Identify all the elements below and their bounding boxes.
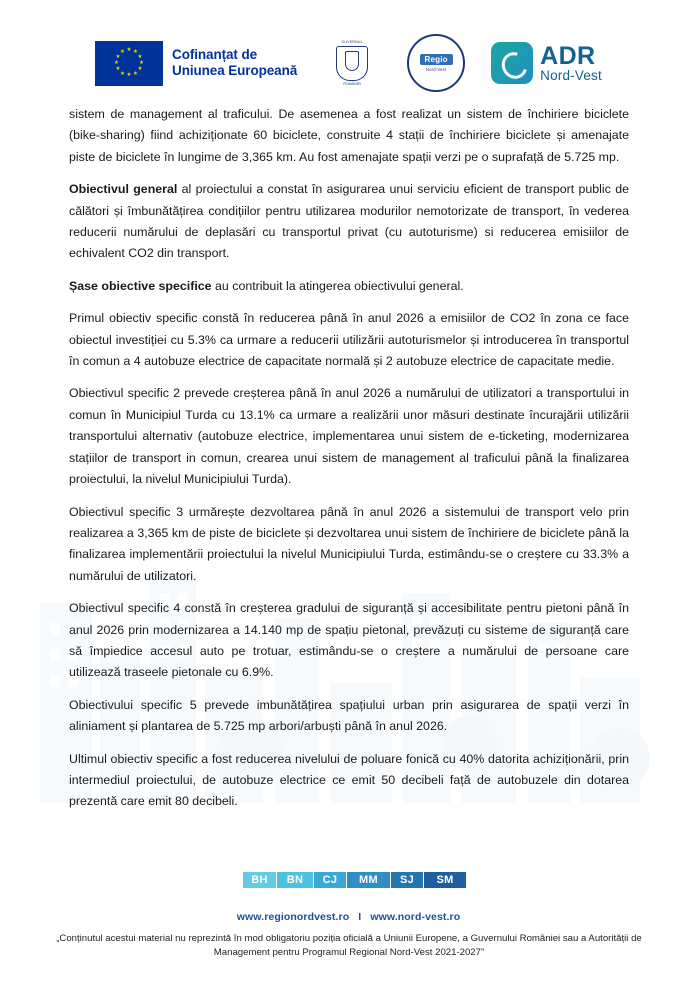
- county-code-mm: MM: [347, 872, 391, 888]
- eu-cofinance-line2: Uniunea Europeană: [172, 63, 298, 78]
- paragraph-2: Obiectivul general al proiectului a constat în asigurarea unui serviciu eficient de transport public de călători și îmbunătățirea condițiilor pentru utilizarea modurilor nemotorizate de transport, în vederea reducerii numărului de deplasări cu transportul privat (cu autoturisme) si reducerea emisiilor de echivalent CO2 din transport.: [69, 182, 629, 261]
- document-body: [69, 104, 629, 824]
- county-code-bar: [243, 872, 466, 888]
- header-logo-strip: [0, 32, 697, 94]
- adr-sub-label: Nord-Vest: [540, 67, 602, 83]
- gov-label-bottom: ROMÂNIEI: [343, 81, 362, 86]
- eu-cofinance-line1: Cofinanțat de: [172, 47, 257, 62]
- regio-logo: [407, 34, 465, 92]
- eu-cofinance-text: [172, 47, 297, 79]
- eu-flag-icon: [95, 41, 163, 86]
- adr-name-label: ADR: [540, 41, 596, 70]
- adr-swirl-icon: [491, 42, 533, 84]
- coat-of-arms-icon: [336, 46, 368, 81]
- county-code-bn: BN: [277, 872, 314, 888]
- government-of-romania-logo: [323, 36, 381, 90]
- adr-wordmark: [540, 41, 602, 83]
- paragraph-5: Obiectivul specific 2 prevede creșterea până în anul 2026 a numărului de utilizatori a transportului in comun în Municipiul Turda cu 13.1% ca urmare a realizării unor măsuri destinate încurajării utilizării transportului alternativ (autobuze electrice, implementarea unui sistem de e-ticketing, modernizarea stațiilor de transport in comun, crearea unui sistem de management al traficului până la finalizarea proiectului, la nivelul Municipiului Turda).: [69, 386, 629, 487]
- county-code-sm: SM: [424, 872, 466, 888]
- gov-label-top: GUVERNUL: [341, 40, 363, 45]
- paragraph-3: Șase obiective specifice au contribuit la atingerea obiectivului general.: [69, 278, 464, 293]
- paragraph-1: sistem de management al traficului. De asemenea a fost realizat un sistem de închiriere biciclete (bike-sharing) fiind achiziționate 60 biciclete, construite 4 stații de închiriere biciclete și amenajate piste de biciclete în lungime de 3,365 km. Au fost amenajate spații verzi pe o suprafață de 5.725 mp.: [69, 107, 629, 164]
- county-code-cj: CJ: [314, 872, 347, 888]
- footer-link-regionordvest[interactable]: www.regionordvest.ro: [236, 911, 350, 923]
- paragraph-9: Ultimul obiectiv specific a fost reducerea nivelului de poluare fonică cu 40% datorita achiziționării, prin intermediul proiectului, de autobuze electrice ce emit 50 decibeli față de autobuzele din dotarea prezentă care emit 80 decibeli.: [69, 751, 629, 809]
- footer-link-nordvest[interactable]: www.nord-vest.ro: [370, 911, 461, 923]
- footer-disclaimer: „Conținutul acestui material nu reprezintă în mod obligatoriu poziția oficială a Uniunii Europene, a Guvernului României sau a Autorității de Management pentru Programul Regional Nord-Vest 2021-2027”: [56, 933, 642, 958]
- regio-sub-label: Nord-Vest: [425, 67, 447, 72]
- regio-badge-label: Regio: [420, 54, 453, 65]
- adr-nord-vest-logo: [491, 42, 602, 84]
- eu-stars-icon: ★ ★ ★ ★ ★ ★ ★ ★ ★ ★ ★ ★: [114, 47, 144, 78]
- footer-link-separator: I: [358, 911, 362, 923]
- paragraph-4: Primul obiectiv specific constă în reducerea până în anul 2026 a emisiilor de CO2 în zona ce face obiectul investiției cu 5.3% ca urmare a reducerii utilizării autoturismelor și introducerea în transportul în comun a 4 autobuze electrice de capacitate normală și 2 autobuze electrice de capacitate medie.: [69, 311, 629, 369]
- county-code-sj: SJ: [391, 872, 424, 888]
- paragraph-8: Obiectivului specific 5 prevede imbunătățirea spațiului urban prin asigurarea de spații verzi în aliniament și plantarea de 5.725 mp arbori/arbuști până în anul 2026.: [69, 697, 629, 734]
- paragraph-6: Obiectivul specific 3 urmărește dezvoltarea până în anul 2026 a sistemului de transport velo prin realizarea a 3,365 km de piste de biciclete și dezvoltarea unui sistem de închiriere de biciclete până la finalizarea implementării proiectului la nivelul Municipiului Turda, estimându-se o creștere cu 33.3% a numărului de utilizatori.: [69, 504, 629, 583]
- eu-cofinance-logo: [95, 41, 297, 86]
- footer-links: [0, 911, 697, 923]
- county-code-bh: BH: [243, 872, 277, 888]
- paragraph-7: Obiectivul specific 4 constă în creșterea gradului de siguranță și accesibilitate pentru pietoni până în anul 2026 prin modernizarea a 14.140 mp de spațiu pietonal, prevăzuți cu sisteme de siguranță care să împiedice accesul auto pe trotuar, estimându-se o creștere a numărului de persoane care utilizează traseele pietonale cu 6.9%.: [69, 601, 629, 680]
